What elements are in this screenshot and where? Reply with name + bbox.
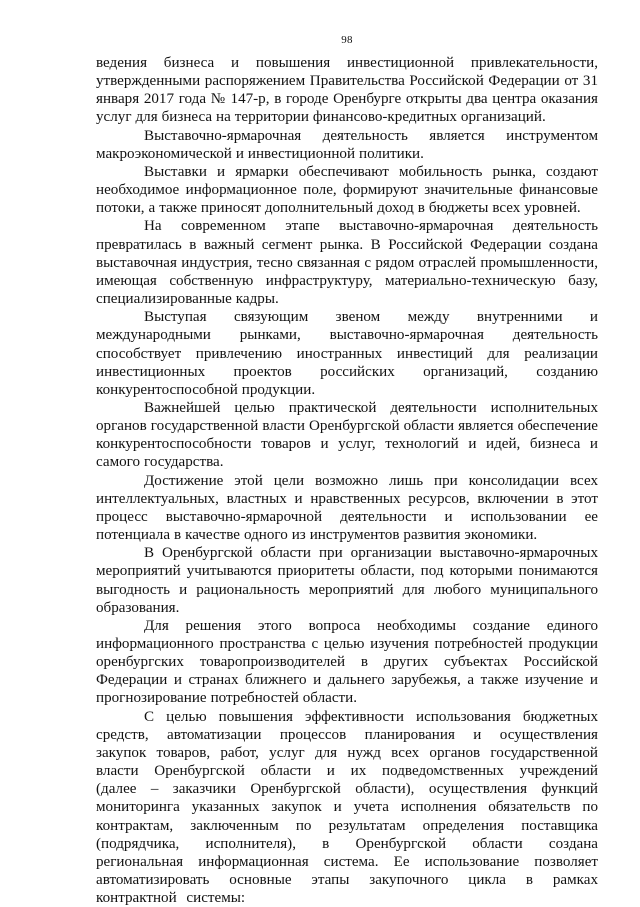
paragraph-10: С целью повышения эффективности использования бюджетных средств, автоматизации процессов планирования и осуществления закупок товаров, работ, услуг для нужд всех органов государственной власти Оренбургской области и их подведомственных учреждений (далее – заказчики Оренбургской области), осуществления функций мониторинга указанных закупок и учета исполнения обязательств по контрактам, заключенным по результатам определения поставщика (подрядчика, исполнителя), в Оренбургской области создана региональная информационная система. Ее использование позволяет автоматизировать основные этапы закупочного цикла в рамках контрактной системы: [96,708,598,907]
paragraph-9: Для решения этого вопроса необходимы создание единого информационного пространства с целью изучения потребностей продукции оренбургских товаропроизводителей в других субъектах Российской Федерации и странах ближнего и дальнего зарубежья, а также изучение и прогнозирование потребностей области. [96,617,598,707]
paragraph-8: В Оренбургской области при организации выставочно-ярмарочных мероприятий учитываются приоритеты области, под которыми понимаются выгодность и рациональность мероприятий для любого муниципального образования. [96,545,598,616]
body-text [96,54,598,907]
paragraph-3: Выставки и ярмарки обеспечивают мобильность рынка, создают необходимое информационное поле, формируют значительные финансовые потоки, а также приносят дополнительный доход в бюджеты всех уровней. [96,163,598,217]
paragraph-2: Выставочно-ярмарочная деятельность является инструментом макроэкономической и инвестиционной политики. [96,127,598,162]
paragraph-1: ведения бизнеса и повышения инвестиционной привлекательности, утвержденными распоряжением Правительства Российской Федерации от 31 января 2017 года № 147-р, в городе Оренбурге открыты два центра оказания услуг для бизнеса на территории финансово-кредитных организаций. [96,55,598,126]
paragraph-7: Достижение этой цели возможно лишь при консолидации всех интеллектуальных, властных и нравственных ресурсов, включении в этот процесс выставочно-ярмарочной деятельности и использовании ее потенциала в качестве одного из инструментов развития экономики. [96,472,598,544]
paragraph-6: Важнейшей целью практической деятельности исполнительных органов государственной власти Оренбургской области является обеспечение конкурентоспособности товаров и услуг, технологий и идей, бизнеса и самого государства. [96,399,598,471]
page-number: 98 [341,34,353,46]
paragraph-4: На современном этапе выставочно-ярмарочная деятельность превратилась в важный сегмент рынка. В Российской Федерации создана выставочная индустрия, тесно связанная с рядом отраслей промышленности, имеющая собственную инфраструктуру, материально-техническую базу, специализированные кадры. [96,218,598,308]
document-page [96,0,598,905]
paragraph-5: Выступая связующим звеном между внутренними и международными рынками, выставочно-ярмарочная деятельность способствует привлечению иностранных инвестиций для реализации инвестиционных проектов российских организаций, созданию конкурентоспособной продукции. [96,309,598,398]
